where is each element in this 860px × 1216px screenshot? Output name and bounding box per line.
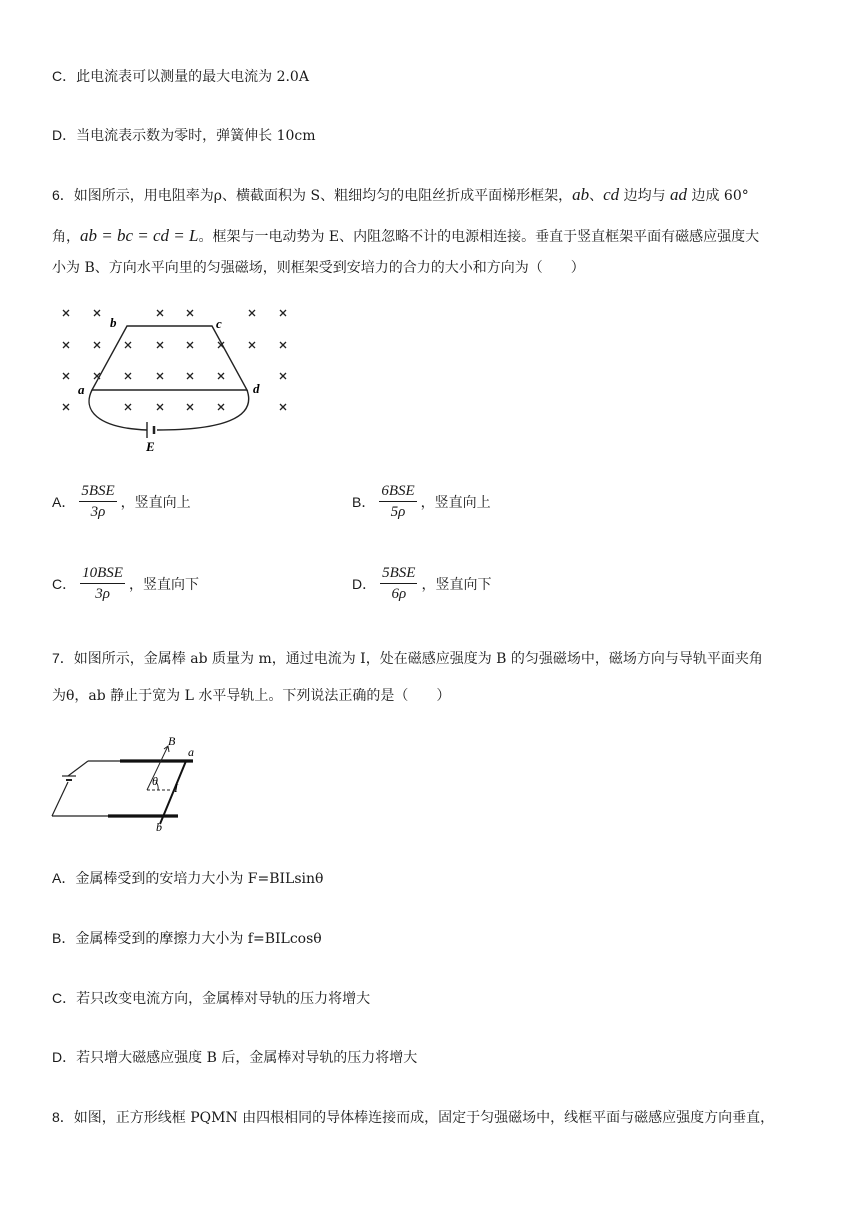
point-b-label: b: [156, 820, 162, 834]
option-text: 若只改变电流方向，金属棒对导轨的压力将增大: [76, 991, 371, 1007]
option-label: D．: [352, 575, 377, 592]
theta-label: θ: [152, 774, 158, 788]
stem-text: 。框架与一电动势为 E、内阻忽略不计的电源相连接。垂直于竖直框架平面有磁感应强度大: [198, 229, 760, 245]
q6-stem-line1: [52, 185, 749, 206]
circuit-wires: [52, 761, 120, 816]
q6-stem-line2: [52, 226, 759, 247]
q5-option-c: [52, 66, 309, 87]
point-b-label: b: [110, 315, 117, 330]
q7-stem-line1: [52, 648, 763, 669]
fraction-denominator: 3ρ: [90, 504, 106, 520]
fraction: [379, 482, 416, 521]
field-b-label: B: [168, 734, 176, 748]
fraction: [80, 564, 125, 603]
stem-text: 边成 60°: [687, 188, 749, 204]
option-text: 金属棒受到的安培力大小为 F=BILsinθ: [75, 871, 324, 887]
fraction-denominator: 3ρ: [95, 586, 110, 602]
field-arrow-b: [147, 746, 172, 790]
question-number: 6．: [52, 187, 74, 203]
option-text: 若只增大磁感应强度 B 后，金属棒对导轨的压力将增大: [76, 1050, 418, 1066]
option-direction: ，竖直向下: [128, 576, 199, 593]
option-text: 金属棒受到的摩擦力大小为 f=BILcosθ: [75, 931, 322, 947]
fraction-numerator: 5BSE: [380, 564, 417, 584]
fraction: [79, 482, 116, 521]
fraction-numerator: 5BSE: [79, 482, 116, 502]
q7-option-c: [52, 988, 370, 1009]
stem-text: 小为 B、方向水平向里的匀强磁场，则框架受到安培力的合力的大小和方向为（ ）: [52, 260, 585, 276]
math-equation: ab = bc = cd = L: [80, 226, 199, 245]
option-direction: ，竖直向上: [120, 494, 191, 511]
q6-option-a: [52, 482, 191, 521]
math-ab: ab: [572, 185, 590, 204]
option-label: B．: [52, 930, 76, 946]
option-label: B．: [352, 493, 376, 510]
question-number: 7．: [52, 650, 74, 666]
q8-stem-line1: [52, 1107, 774, 1128]
question-number: 8．: [52, 1109, 74, 1125]
option-label: C．: [52, 68, 77, 84]
fraction-numerator: 10BSE: [80, 564, 125, 584]
q7-stem-line2: [52, 686, 450, 706]
q6-trapezoid-figure: [52, 300, 302, 460]
stem-text: 如图，正方形线框 PQMN 由四根相同的导体棒连接而成，固定于匀强磁场中，线框平面与磁感应强度方向垂直，: [73, 1110, 775, 1126]
q7-rail-figure: [48, 732, 208, 836]
math-ad: ad: [670, 185, 688, 204]
option-label: A．: [52, 870, 76, 886]
stem-text: 如图所示，金属棒 ab 质量为 m，通过电流为 I，处在磁感应强度为 B 的匀强磁场中，磁场方向与导轨平面夹角: [73, 651, 763, 667]
option-text: 此电流表可以测量的最大电流为 2.0A: [76, 69, 309, 85]
q6-option-b: [352, 482, 491, 521]
stem-text: 、: [589, 188, 604, 204]
rails: [108, 761, 193, 816]
point-a-label: a: [188, 745, 194, 759]
point-c-label: c: [216, 316, 222, 331]
q5-option-d: [52, 125, 316, 146]
trapezoid-frame: [89, 326, 249, 438]
battery-e-label: E: [146, 439, 155, 454]
fraction-denominator: 5ρ: [390, 504, 406, 520]
option-label: D．: [52, 1049, 77, 1065]
fraction-denominator: 6ρ: [391, 586, 407, 602]
stem-text: 如图所示，用电阻率为ρ、横截面积为 S、粗细均匀的电阻丝折成平面梯形框架，: [73, 188, 573, 204]
option-label: A．: [52, 493, 76, 510]
math-cd: cd: [603, 185, 620, 204]
option-text: 当电流表示数为零时，弹簧伸长 10cm: [76, 128, 316, 144]
stem-text: 为θ，ab 静止于宽为 L 水平导轨上。下列说法正确的是（ ）: [52, 688, 451, 704]
q6-stem-line3: [52, 258, 585, 278]
option-label: C．: [52, 990, 77, 1006]
fraction-numerator: 6BSE: [379, 482, 416, 502]
stem-text: 边均与: [619, 188, 671, 204]
option-direction: ，竖直向下: [421, 576, 492, 593]
q7-option-d: [52, 1047, 417, 1068]
stem-text: 角，: [52, 229, 80, 245]
option-label: C．: [52, 575, 77, 592]
current-i-label: I: [174, 781, 178, 795]
fraction: [380, 564, 417, 603]
q6-option-c: [52, 564, 199, 603]
point-a-label: a: [78, 382, 85, 397]
q7-option-b: [52, 928, 322, 949]
q6-option-d: [352, 564, 491, 603]
point-d-label: d: [253, 381, 260, 396]
q7-option-a: [52, 868, 323, 889]
option-direction: ，竖直向上: [420, 494, 491, 511]
option-label: D．: [52, 127, 77, 143]
